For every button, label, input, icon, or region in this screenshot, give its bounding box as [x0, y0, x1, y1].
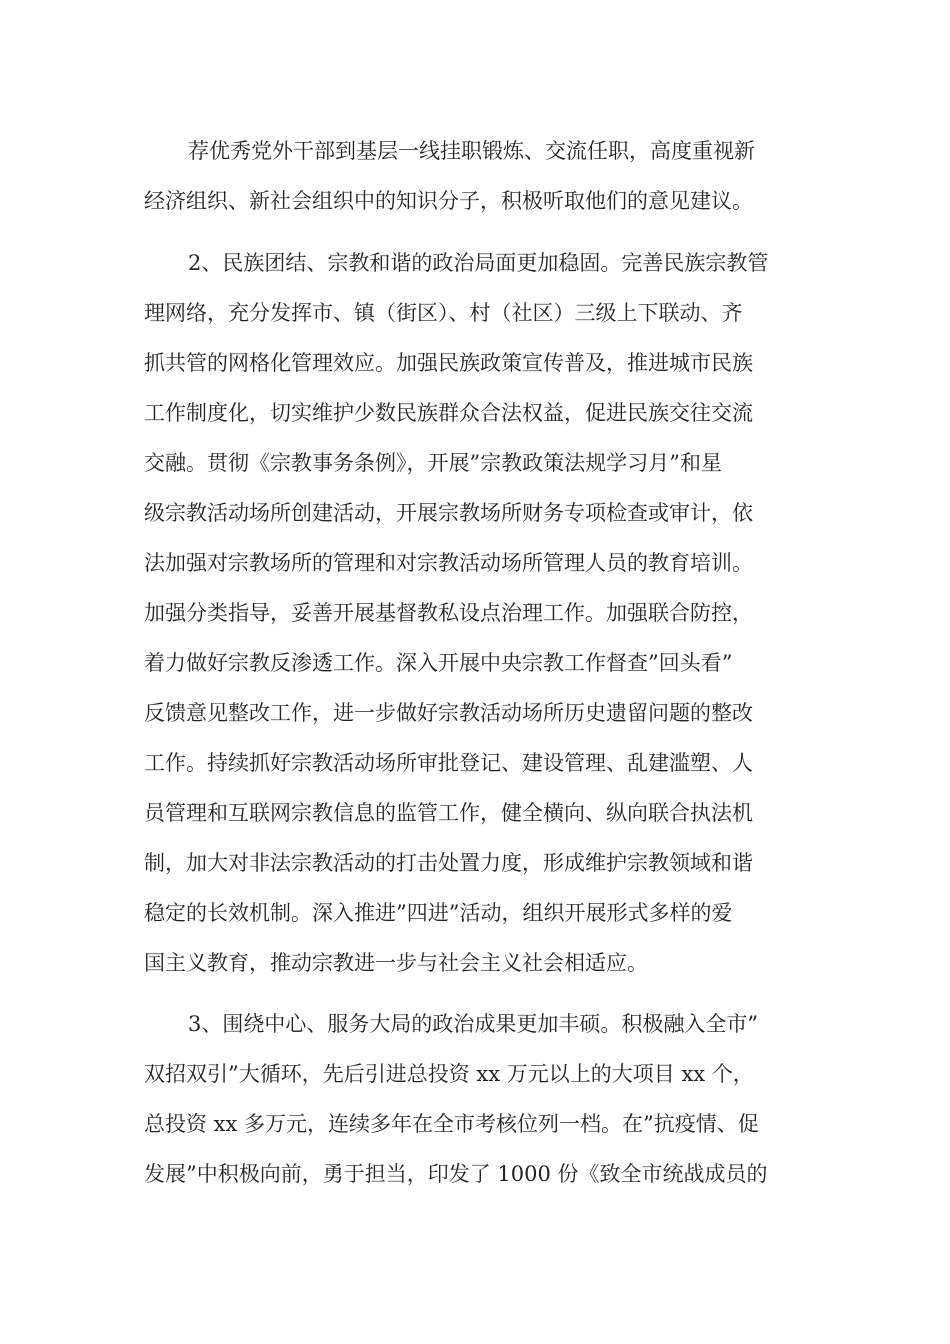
text-line: 稳定的长效机制。深入推进”四进”活动，组织开展形式多样的爱 [144, 901, 733, 925]
text-line: 发展”中积极向前，勇于担当，印发了 1000 份《致全市统战成员的 [144, 1162, 768, 1186]
text-line: 经济组织、新社会组织中的知识分子，积极听取他们的意见建议。 [144, 189, 753, 213]
text-line: 国主义教育，推动宗教进一步与社会主义社会相适应。 [144, 951, 648, 975]
paragraph-3 [144, 999, 804, 1199]
paragraph-1 [144, 126, 804, 226]
text-line: 2、民族团结、宗教和谐的政治局面更加稳固。完善民族宗教管 [188, 251, 769, 275]
text-line: 工作制度化，切实维护少数民族群众合法权益，促进民族交往交流 [144, 401, 753, 425]
text-line: 荐优秀党外干部到基层一线挂职锻炼、交流任职，高度重视新 [188, 139, 755, 163]
text-line: 3、围绕中心、服务大局的政治成果更加丰硕。积极融入全市” [188, 1012, 759, 1036]
text-line: 抓共管的网格化管理效应。加强民族政策宣传普及，推进城市民族 [144, 351, 753, 375]
paragraph-2 [144, 238, 804, 988]
text-line: 总投资 xx 多万元，连续多年在全市考核位列一档。在”抗疫情、促 [144, 1112, 759, 1136]
text-line: 交融。贯彻《宗教事务条例》，开展”宗教政策法规学习月”和星 [144, 451, 722, 475]
text-line: 级宗教活动场所创建活动，开展宗教场所财务专项检查或审计，依 [144, 501, 753, 525]
text-line: 工作。持续抓好宗教活动场所审批登记、建设管理、乱建滥塑、人 [144, 751, 753, 775]
text-line: 理网络，充分发挥市、镇（街区）、村（社区）三级上下联动、齐 [144, 301, 743, 325]
text-line: 双招双引”大循环，先后引进总投资 xx 万元以上的大项目 xx 个， [144, 1062, 754, 1086]
text-line: 反馈意见整改工作，进一步做好宗教活动场所历史遗留问题的整改 [144, 701, 753, 725]
text-line: 制，加大对非法宗教活动的打击处置力度，形成维护宗教领域和谐 [144, 851, 753, 875]
text-line: 着力做好宗教反渗透工作。深入开展中央宗教工作督查”回头看” [144, 651, 733, 675]
text-line: 员管理和互联网宗教信息的监管工作，健全横向、纵向联合执法机 [144, 801, 753, 825]
text-line: 加强分类指导，妥善开展基督教私设点治理工作。加强联合防控， [144, 601, 753, 625]
text-line: 法加强对宗教场所的管理和对宗教活动场所管理人员的教育培训。 [144, 551, 753, 575]
